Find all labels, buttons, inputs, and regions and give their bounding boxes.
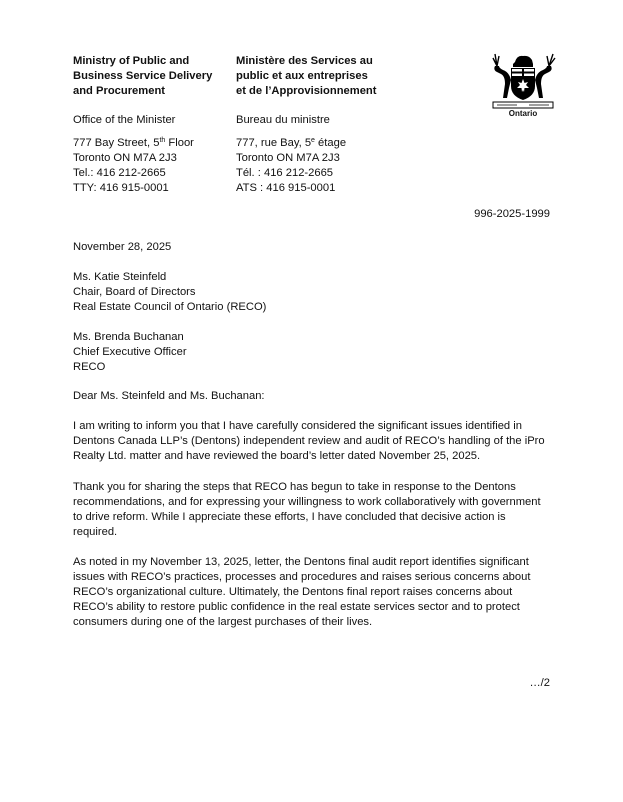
telephone-french: Tél. : 416 212-2665 [236, 167, 334, 179]
address-line2-french: Toronto ON M7A 2J3 [236, 152, 340, 164]
recipient-name: Ms. Brenda Buchanan [73, 331, 184, 343]
file-number: 996-2025-1999 [474, 208, 550, 220]
recipient-name: Ms. Katie Steinfeld [73, 271, 167, 283]
body-paragraph-3: As noted in my November 13, 2025, letter, the Dentons final audit report identifies significant issues with RECO’s practices, processes and procedures and raises serious concerns about RECO’s organizational culture. Ultimately, the Dentons final report raises concerns about RECO’s ability to restore public confidence in the real estate services sector and to protect consumers during one of the largest purchases of their lives. [73, 556, 531, 628]
tty-english: TTY: 416 915-0001 [73, 182, 169, 194]
ministry-name-french: Ministère des Services au public et aux entreprises et de l’Approvisionnement [236, 55, 377, 97]
office-name-english: Office of the Minister [73, 114, 176, 126]
ministry-name-english: Ministry of Public and Business Service Delivery and Procurement [73, 55, 213, 97]
address-line1-french: 777, rue Bay, 5e étage [236, 137, 347, 149]
body-paragraph-1: I am writing to inform you that I have carefully considered the significant issues identified in Dentons Canada LLP’s (Dentons) independent review and audit of RECO’s handling of the iPro Realty Ltd. matter and have reviewed the board’s letter dated November 25, 2025. [73, 420, 545, 462]
ontario-wordmark: Ontario [508, 109, 538, 118]
body-paragraph-2: Thank you for sharing the steps that RECO has begun to take in response to the Dentons recommendations, and for expressing your willingness to work collaboratively with government to drive reform. While I appreciate these efforts, I have concluded that decisive action is required. [73, 481, 541, 538]
recipient-block-2 [73, 330, 553, 375]
recipient-title: Chair, Board of Directors [73, 286, 196, 298]
address-english [73, 136, 233, 196]
page-continuation-marker: …/2 [529, 677, 550, 689]
recipient-block-1 [73, 270, 553, 315]
recipient-organization: RECO [73, 361, 106, 373]
letter-date: November 28, 2025 [73, 241, 172, 253]
address-line2-english: Toronto ON M7A 2J3 [73, 152, 177, 164]
telephone-english: Tel.: 416 212-2665 [73, 167, 166, 179]
ats-french: ATS : 416 915-0001 [236, 182, 336, 194]
address-line1-english: 777 Bay Street, 5th Floor [73, 137, 194, 149]
ministry-header-french [236, 54, 396, 196]
recipient-organization: Real Estate Council of Ontario (RECO) [73, 301, 267, 313]
ministry-header-english [73, 54, 233, 196]
salutation: Dear Ms. Steinfeld and Ms. Buchanan: [73, 390, 265, 402]
recipient-title: Chief Executive Officer [73, 346, 187, 358]
address-french [236, 136, 396, 196]
office-name-french: Bureau du ministre [236, 114, 330, 126]
